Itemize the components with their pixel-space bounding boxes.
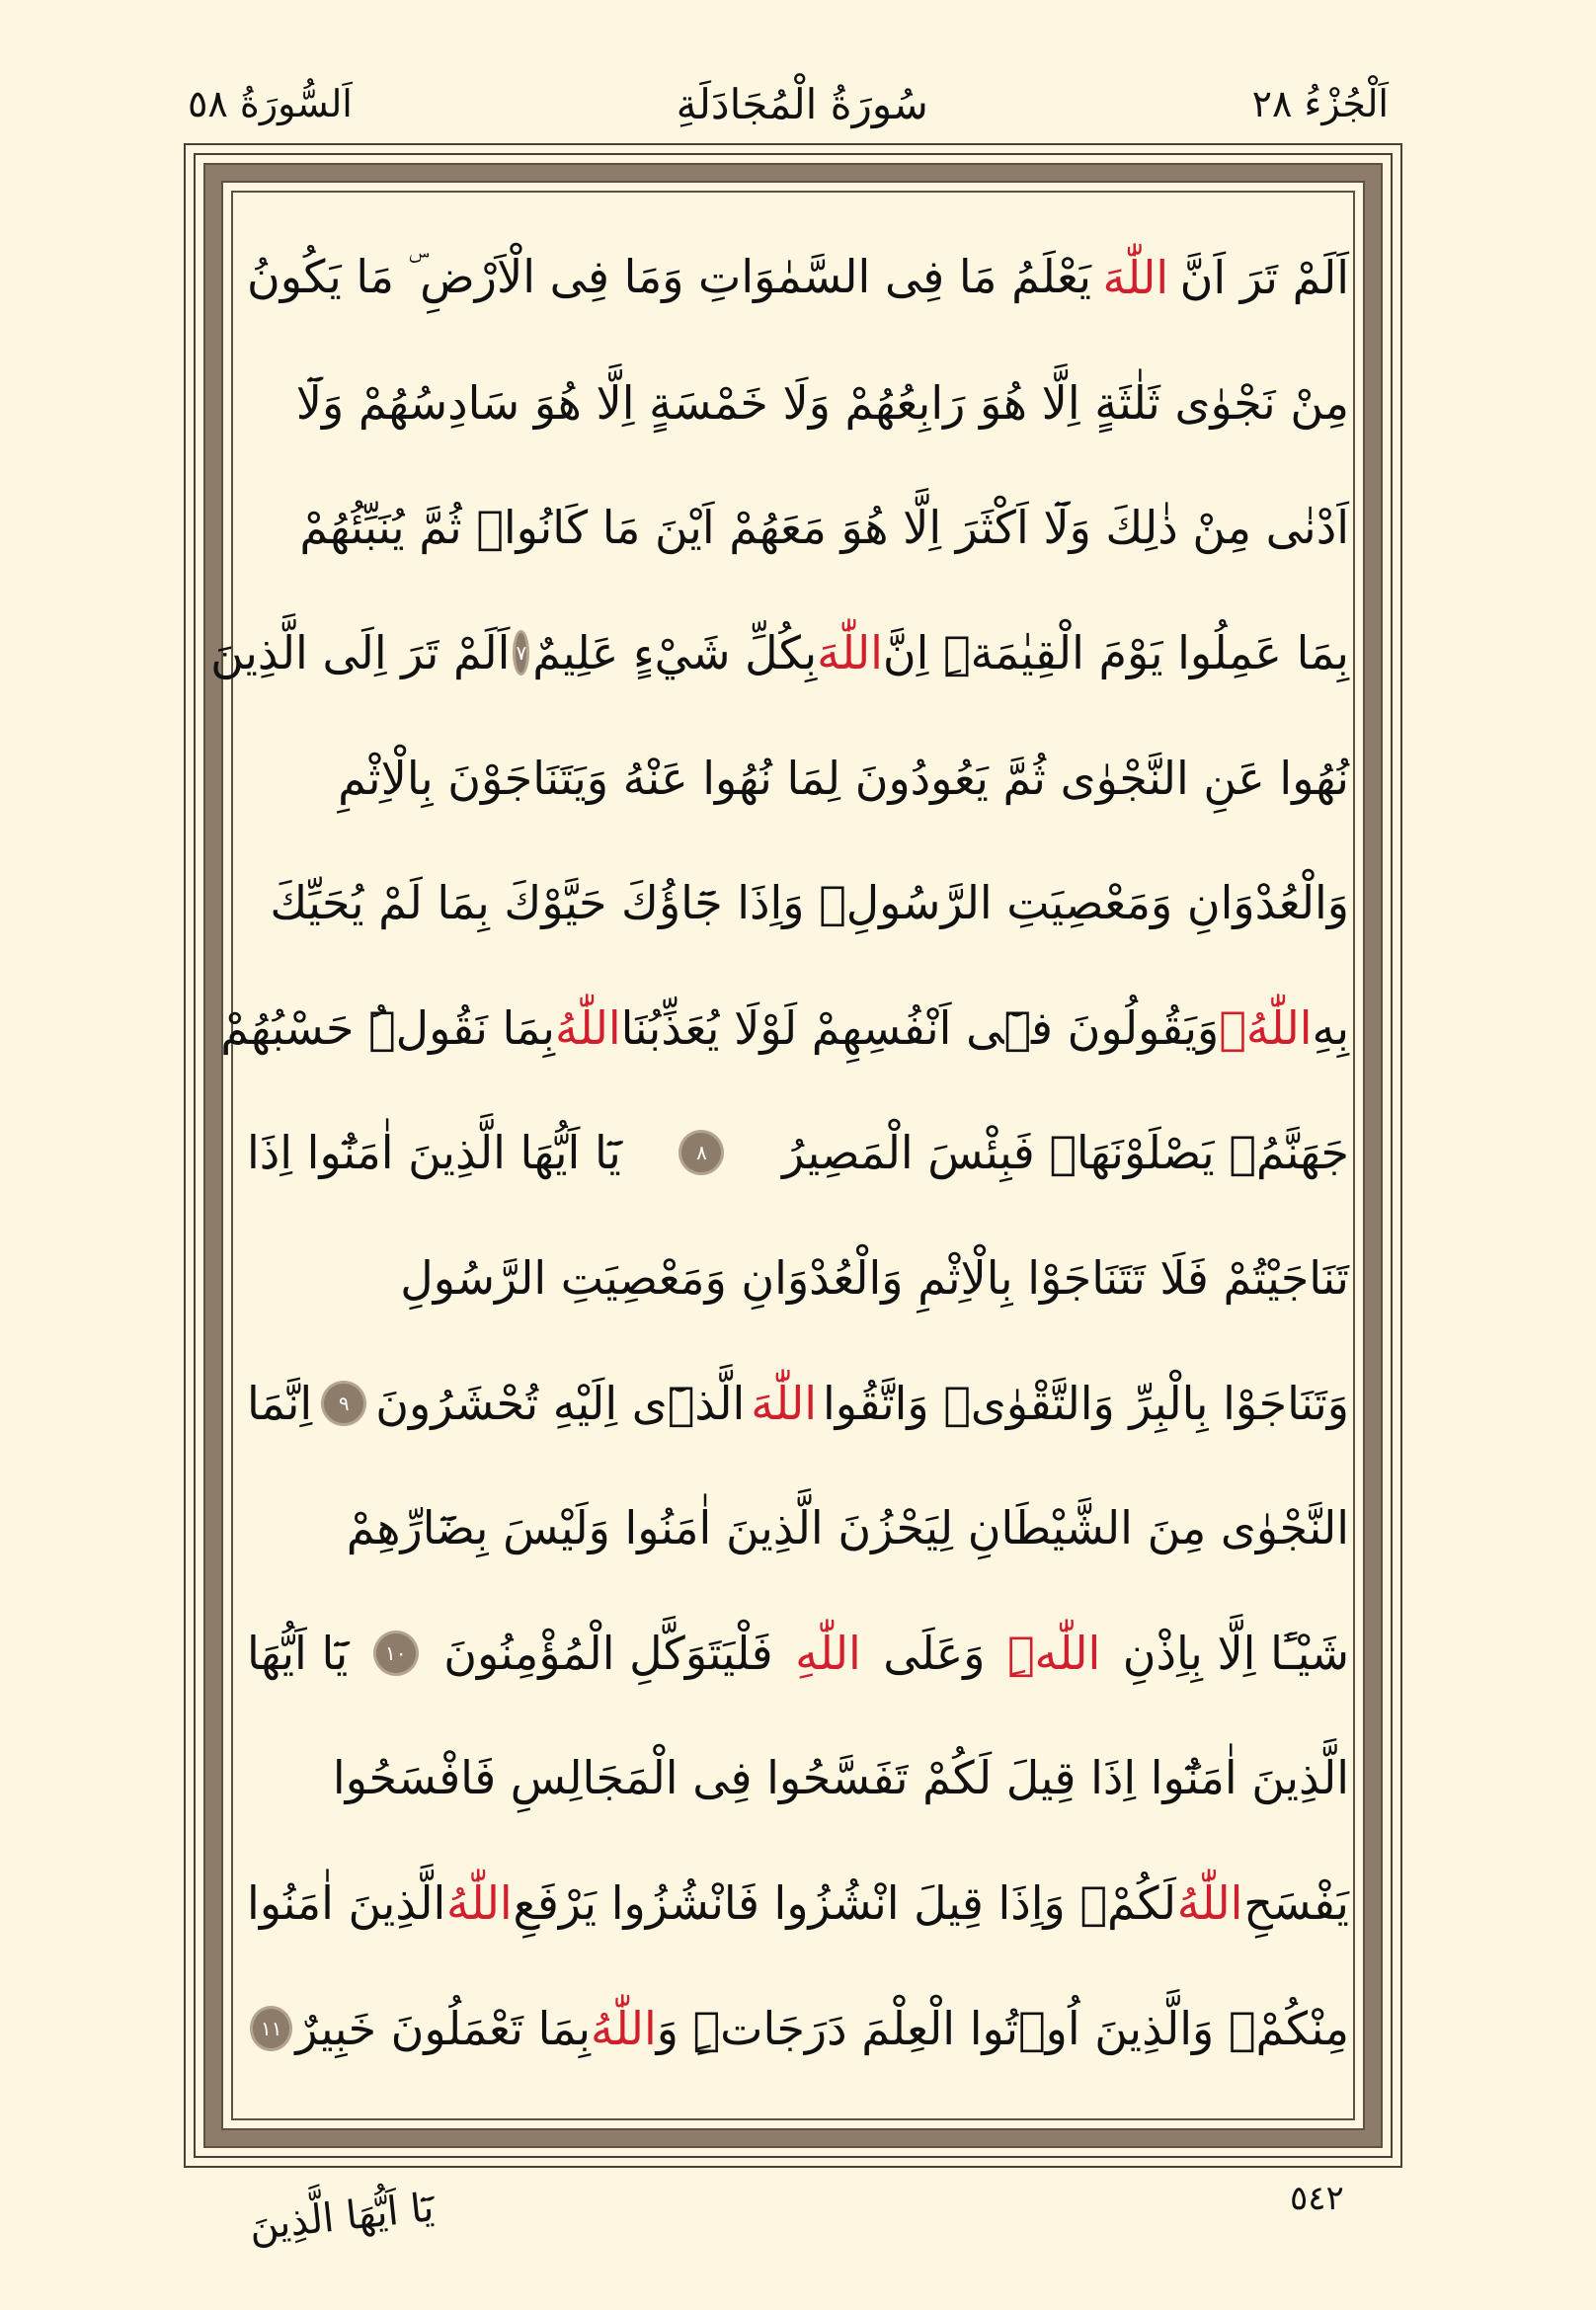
- verse-text-segment: وَتَنَاجَوْا بِالْبِرِّ وَالتَّقْوٰىۜ وَاتَّقُوا: [823, 1376, 1349, 1430]
- verse-line: [247, 1841, 1349, 1966]
- page-header: [188, 69, 1389, 138]
- verse-text-segment: الَّذٖٓى اِلَيْهِ تُحْشَرُونَ: [375, 1376, 746, 1430]
- ayah-number-marker: ١١: [253, 2009, 289, 2048]
- verse-text-segment: الَّذِينَ اٰمَنُوا: [247, 1876, 446, 1931]
- verse-line: [247, 215, 1349, 341]
- verse-line: [247, 341, 1349, 466]
- verse-text-segment: اَلَمْ تَرَ اَنَّ: [1179, 251, 1349, 305]
- verse-text-segment: جَهَنَّمُۚ يَصْلَوْنَهَاۚ فَبِئْسَ الْمَصِيرُ: [782, 1126, 1349, 1180]
- verse-text-block: [210, 215, 1349, 2092]
- verse-text-segment: بِكُلِّ شَيْءٍ عَلِيمٌ: [532, 626, 818, 680]
- divine-name: اللّٰهَ: [1102, 251, 1169, 305]
- verse-line: [220, 966, 1349, 1091]
- divine-name: اللّٰهِۜ: [1006, 1626, 1101, 1680]
- verse-text-segment: فَلْيَتَوَكَّلِ الْمُؤْمِنُونَ: [443, 1626, 773, 1680]
- divine-name: اللّٰهَ: [751, 1376, 817, 1430]
- verse-text-segment: شَيْـًٔا اِلَّا بِاِذْنِ: [1122, 1626, 1349, 1680]
- verse-text-segment: نُهُوا عَنِ النَّجْوٰى ثُمَّ يَعُودُونَ لِمَا نُهُوا عَنْهُ وَيَتَنَاجَوْنَ بِالْاِثْمِ: [338, 751, 1349, 805]
- verse-text-segment: لَكُمْۚ وَاِذَا قِيلَ انْشُزُوا فَانْشُزُوا يَرْفَعِ: [513, 1876, 1177, 1931]
- page-number: ٥٤٢: [1290, 2179, 1344, 2218]
- verse-text-segment: يَٓا اَيُّهَا: [247, 1626, 349, 1680]
- verse-line: [247, 1715, 1349, 1841]
- verse-text-segment: بِمَا نَقُولُۜ حَسْبُهُمْ: [220, 1000, 555, 1055]
- verse-text-segment: الَّذِينَ اٰمَنُٓوا اِذَا قِيلَ لَكُمْ تَفَسَّحُوا فِى الْمَجَالِسِ فَافْسَحُوا: [332, 1751, 1349, 1805]
- ayah-number-marker: ٨: [681, 1133, 721, 1172]
- verse-text-segment: بِمَا تَعْمَلُونَ خَبِيرٌ: [295, 2001, 592, 2055]
- ayah-number-marker: ٩: [324, 1384, 363, 1423]
- divine-name: اللّٰهُ: [554, 1000, 621, 1055]
- verse-text-segment: يَعْلَمُ مَا فِى السَّمٰوَاتِ وَمَا فِى الْاَرْضِ ۜ مَا يَكُونُ: [247, 250, 1092, 304]
- divine-name: اللّٰهَ: [817, 626, 883, 680]
- ayah-number-marker: ٧: [516, 633, 526, 673]
- verse-text-segment: تَنَاجَيْتُمْ فَلَا تَتَنَاجَوْا بِالْاِثْمِ وَالْعُدْوَانِ وَمَعْصِيَتِ الرَّسُولِ: [400, 1251, 1349, 1306]
- verse-text-segment: يَفْسَحِ: [1243, 1876, 1349, 1931]
- divine-name: اللّٰهُ: [591, 2001, 657, 2055]
- verse-text-segment: اِنَّمَا: [247, 1376, 313, 1430]
- divine-name: اللّٰهُ: [446, 1876, 513, 1931]
- verse-text-segment: وَعَلَى: [883, 1626, 986, 1680]
- ayah-number-marker: ١٠: [376, 1633, 416, 1673]
- verse-text-segment: النَّجْوٰى مِنَ الشَّيْطَانِ لِيَحْزُنَ الَّذِينَ اٰمَنُوا وَلَيْسَ بِضَٓارِّهِمْ: [346, 1501, 1349, 1555]
- divine-name: اللّٰهُۙ: [1219, 1000, 1313, 1055]
- surah-number-label: اَلسُّورَةُ ٥٨: [188, 82, 353, 125]
- divine-name: اللّٰهُ: [1176, 1876, 1243, 1931]
- verse-text-segment: اَلَمْ تَرَ اِلَى الَّذِينَ: [210, 626, 511, 680]
- verse-text-segment: بِمَا عَمِلُوا يَوْمَ الْقِيٰمَةِۜ اِنَّ: [882, 626, 1349, 680]
- verse-line: [247, 715, 1349, 840]
- verse-line: [247, 1340, 1349, 1466]
- verse-text-segment: وَيَقُولُونَ فٖٓى اَنْفُسِهِمْ لَوْلَا يُعَذِّبُنَا: [620, 1000, 1220, 1055]
- verse-text-segment: بِهِ: [1312, 1000, 1349, 1055]
- verse-line: [247, 1591, 1349, 1716]
- verse-line: [247, 1965, 1349, 2091]
- verse-text-segment: مِنْكُمْۙ وَالَّذِينَ اُو۫تُوا الْعِلْمَ دَرَجَاتٍۜ وَ: [656, 2001, 1349, 2055]
- verse-line: [247, 840, 1349, 966]
- verse-line: [247, 1466, 1349, 1591]
- verse-line: [247, 1090, 1349, 1216]
- verse-text-segment: وَالْعُدْوَانِ وَمَعْصِيَتِ الرَّسُولِۘ وَاِذَا جَٓاؤُكَ حَيَّوْكَ بِمَا لَمْ يُحَيِّكَ: [270, 876, 1349, 930]
- verse-line: [210, 591, 1349, 716]
- juz-label: اَلْجُزْءُ ٢٨: [1251, 82, 1389, 125]
- verse-text-segment: يَٓا اَيُّهَا الَّذِينَ اٰمَنُٓوا اِذَا: [247, 1126, 621, 1180]
- verse-text-segment: اَدْنٰى مِنْ ذٰلِكَ وَلَٓا اَكْثَرَ اِلَّا هُوَ مَعَهُمْ اَيْنَ مَا كَانُواۚ ثُمَّ يُنَبِّئُهُمْ: [299, 501, 1349, 555]
- divine-name: اللّٰهِ: [795, 1626, 861, 1680]
- catchword: يَٓا اَيُّهَا الَّذِينَ: [247, 2185, 437, 2250]
- verse-line: [247, 1216, 1349, 1341]
- surah-title: سُورَةُ الْمُجَادَلَةِ: [676, 79, 928, 128]
- verse-line: [247, 465, 1349, 591]
- verse-text-segment: مِنْ نَجْوٰى ثَلٰثَةٍ اِلَّا هُوَ رَابِعُهُمْ وَلَا خَمْسَةٍ اِلَّا هُوَ سَادِسُهُمْ وَلَٓا: [295, 375, 1349, 430]
